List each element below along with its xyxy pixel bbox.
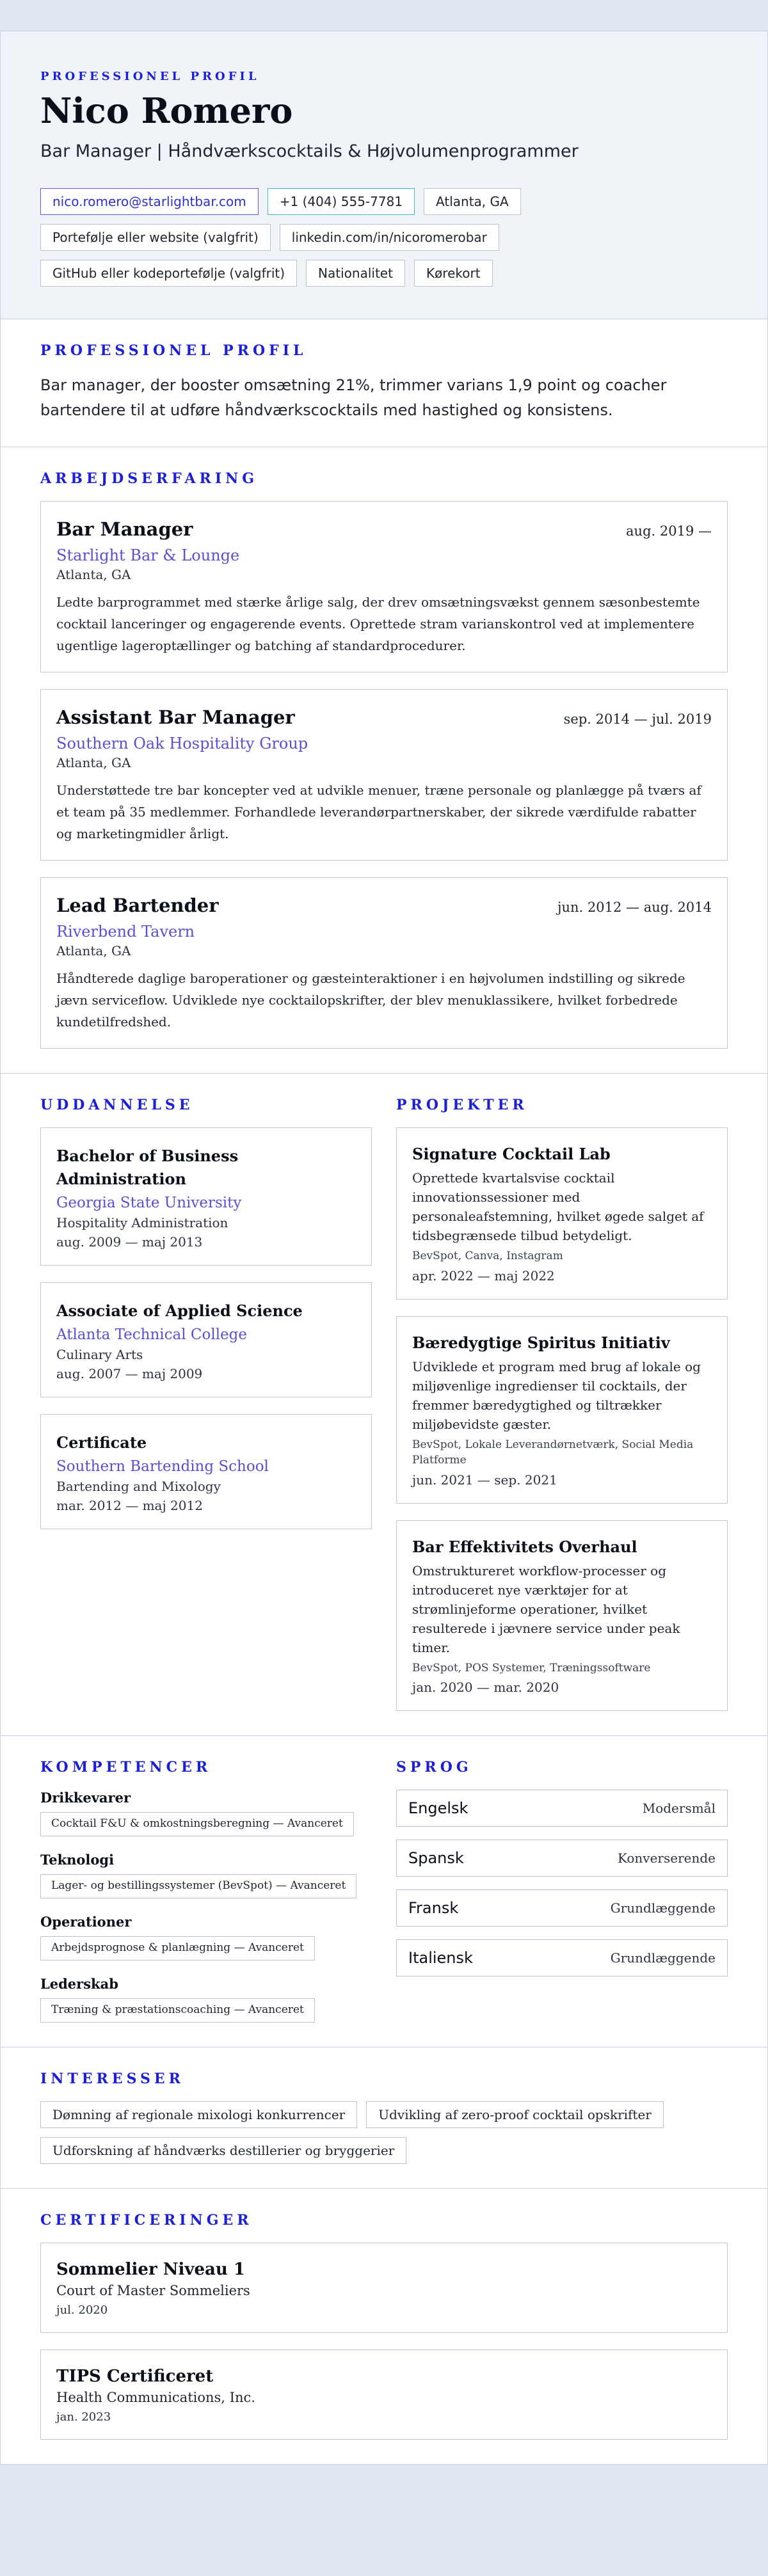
skill-tag: Arbejdsprognose & planlægning — Avanceret [40,1936,315,1960]
education-date: aug. 2009 — maj 2013 [56,1234,203,1250]
resume-header [1,31,767,319]
experience-description: Ledte barprogrammet med stærke årlige salg, der drev omsætningsvækst gennem sæsonbestemte cocktail lanceringer og engagerende events. Oprettede stram varianskontrol ved at implementere ugentlige lageroptællinger og batching af standardprocedurer. [56,594,700,654]
education-degree: Associate of Applied Science [56,1301,303,1321]
skills-column [40,1759,372,2022]
experience-role: Assistant Bar Manager [56,706,295,729]
experience-role: Lead Bartender [56,894,219,917]
experience-section [1,447,767,1074]
nationality-chip: Nationalitet [306,260,405,287]
certification-date: jan. 2023 [56,2410,111,2424]
project-date: jan. 2020 — mar. 2020 [412,1680,559,1696]
experience-card [40,877,728,1049]
education-card [40,1127,372,1266]
project-card [396,1127,728,1300]
summary-section [1,319,767,447]
education-date: aug. 2007 — maj 2009 [56,1366,203,1382]
skill-group [40,1976,372,2023]
project-tech: BevSpot, Canva, Instagram [412,1250,563,1263]
certifications-title: CERTIFICERINGER [40,2211,253,2229]
skill-group [40,1914,372,1960]
github-link[interactable]: GitHub eller kodeportefølje (valgfrit) [40,260,297,287]
project-description: Udviklede et program med brug af lokale og miljøvenlige ingredienser til cocktails, der fremmer bæredygtighed og tiltrækker miljøbevidste gæster. [412,1358,701,1432]
language-row [396,1939,728,1976]
language-name: Fransk [408,1899,459,1918]
education-school: Georgia State University [56,1195,242,1212]
skill-tag: Cocktail F&U & omkostningsberegning — Avanceret [40,1812,354,1836]
education-projects-section [1,1074,767,1736]
language-name: Italiensk [408,1949,473,1968]
skill-group-name: Teknologi [40,1852,115,1868]
certification-date: jul. 2020 [56,2303,108,2317]
language-row [396,1790,728,1827]
language-name: Engelsk [408,1799,468,1818]
experience-date: sep. 2014 — jul. 2019 [563,712,712,727]
location-chip: Atlanta, GA [424,188,521,215]
skills-title: KOMPETENCER [40,1759,212,1776]
certification-card [40,2349,728,2440]
license-chip: Kørekort [414,260,493,287]
education-field: Hospitality Administration [56,1215,228,1231]
education-field: Culinary Arts [56,1347,143,1363]
languages-column [396,1759,728,2022]
project-card [396,1316,728,1504]
certifications-section [1,2189,767,2464]
language-row [396,1840,728,1877]
education-card [40,1282,372,1397]
project-date: apr. 2022 — maj 2022 [412,1268,555,1284]
skill-tag: Træning & præstationscoaching — Avanceret [40,1998,315,2023]
experience-date: aug. 2019 — [626,523,712,539]
interests-section [1,2047,767,2189]
education-degree: Certificate [56,1433,147,1452]
email-link[interactable]: nico.romero@starlightbar.com [40,188,259,215]
language-level: Modersmål [642,1801,716,1817]
certification-name: TIPS Certificeret [56,2366,214,2386]
language-name: Spansk [408,1849,464,1868]
project-description: Oprettede kvartalsvise cocktail innovationssessioner med personaleafstemning, hvilket øgede salget af tidsbegrænsede tilbud betydeligt. [412,1170,704,1244]
summary-title: PROFESSIONEL PROFIL [40,342,307,360]
interest-tags [40,2101,728,2164]
phone-link[interactable]: +1 (404) 555-7781 [268,188,415,215]
projects-column [396,1097,728,1711]
skills-languages-section [1,1736,767,2047]
education-card [40,1414,372,1529]
candidate-name: Nico Romero [40,90,293,131]
languages-title: SPROG [396,1759,472,1776]
skill-group [40,1852,372,1898]
education-school: Southern Bartending School [56,1458,269,1475]
skill-tag: Lager- og bestillingssystemer (BevSpot) — Avanceret [40,1874,356,1898]
experience-card [40,689,728,861]
skill-group-name: Drikkevarer [40,1790,131,1806]
skill-group-name: Lederskab [40,1975,118,1992]
interest-tag: Udforskning af håndværks destillerier og bryggerier [40,2137,406,2164]
language-row [396,1889,728,1927]
language-level: Konverserende [617,1850,716,1866]
project-name: Signature Cocktail Lab [412,1145,611,1164]
experience-card [40,501,728,672]
education-column [40,1097,372,1711]
interest-tag: Dømning af regionale mixologi konkurrencer [40,2101,357,2128]
skill-group-name: Operationer [40,1913,132,1930]
certification-org: Court of Master Sommeliers [56,2282,250,2298]
projects-title: PROJEKTER [396,1097,528,1114]
linkedin-link[interactable]: linkedin.com/in/nicoromerobar [280,224,499,251]
experience-title: ARBEJDSERFARING [40,470,259,488]
language-level: Grundlæggende [610,1900,716,1916]
project-name: Bar Effektivitets Overhaul [412,1537,637,1556]
education-field: Bartending and Mixology [56,1479,221,1495]
interests-title: INTERESSER [40,2070,184,2087]
skill-group [40,1790,372,1836]
experience-date: jun. 2012 — aug. 2014 [557,900,712,916]
experience-role: Bar Manager [56,518,193,541]
education-title: UDDANNELSE [40,1097,194,1114]
portfolio-link[interactable]: Portefølje eller website (valgfrit) [40,224,271,251]
experience-description: Håndterede daglige baroperationer og gæsteinteraktioner i en højvolumen indstilling og sikrede jævn serviceflow. Udviklede nye cocktailopskrifter, der blev menuklassikere, hvilket forbedrede kundetilfredshed. [56,971,685,1030]
project-name: Bæredygtige Spiritus Initiativ [412,1333,670,1352]
certification-card [40,2243,728,2333]
education-school: Atlanta Technical College [56,1326,247,1344]
project-tech: BevSpot, Lokale Leverandørnetværk, Social Media Platforme [412,1438,694,1467]
resume-page [0,31,768,2465]
experience-location: Atlanta, GA [56,567,131,583]
summary-text: Bar manager, der booster omsætning 21%, trimmer varians 1,9 point og coacher bartendere til at udføre håndværkscocktails med hastighed og konsistens. [40,376,667,419]
education-degree: Bachelor of Business Administration [56,1147,239,1189]
education-date: mar. 2012 — maj 2012 [56,1498,203,1514]
certification-name: Sommelier Niveau 1 [56,2259,245,2279]
experience-company: Southern Oak Hospitality Group [56,735,308,753]
language-level: Grundlæggende [610,1950,716,1966]
experience-company: Starlight Bar & Lounge [56,546,240,565]
header-eyebrow: PROFESSIONEL PROFIL [40,70,260,83]
certification-org: Health Communications, Inc. [56,2389,255,2405]
contact-chips [40,188,728,287]
interest-tag: Udvikling af zero-proof cocktail opskrifter [366,2101,664,2128]
candidate-subtitle: Bar Manager | Håndværkscocktails & Højvolumenprogrammer [40,141,579,162]
experience-location: Atlanta, GA [56,755,131,771]
project-description: Omstruktureret workflow-processer og introduceret nye værktøjer for at strømlinjeforme operationer, hvilket resulterede i jævnere service under peak timer. [412,1562,680,1655]
experience-location: Atlanta, GA [56,943,131,959]
project-card [396,1520,728,1712]
project-tech: BevSpot, POS Systemer, Træningssoftware [412,1661,651,1674]
experience-company: Riverbend Tavern [56,923,195,941]
experience-description: Understøttede tre bar koncepter ved at udvikle menuer, træne personale og planlægge på tværs af et team på 35 medlemmer. Forhandlede leverandørpartnerskaber, der sikrede værdifulde rabatter og marketingmidler årligt. [56,783,701,842]
project-date: jun. 2021 — sep. 2021 [412,1472,557,1488]
